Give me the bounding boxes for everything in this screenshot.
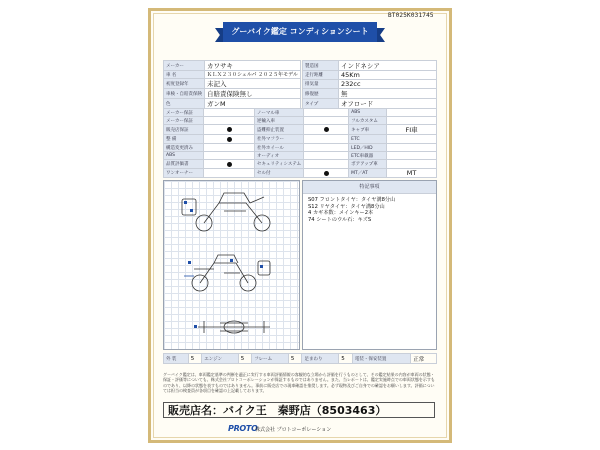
equipment-mark <box>304 135 349 144</box>
equipment-mark <box>204 125 255 135</box>
note-line: 4 カギ本数：メインキー2本 <box>308 210 374 216</box>
inspection-value: 自賠責保険無し <box>205 89 301 99</box>
registration-value: 未記入 <box>205 79 301 89</box>
score-label-frame: フレーム <box>252 354 289 364</box>
proto-logo: PROTO <box>228 424 258 433</box>
equipment-mark <box>304 117 349 125</box>
mileage-label: 走行距離 <box>303 71 339 80</box>
note-line: 74 シートのウル石：キズS <box>308 216 372 223</box>
type-label: タイプ <box>303 99 339 109</box>
equipment-row <box>164 125 437 135</box>
equipment-label: LED／HID <box>349 144 387 152</box>
vehicle-info-right <box>302 60 437 109</box>
equipment-mark <box>387 144 437 152</box>
equipment-label: ABS <box>164 152 204 160</box>
title-banner <box>215 22 385 47</box>
score-label-suspension: 足まわり <box>302 354 339 364</box>
condition-scores <box>163 353 437 364</box>
equipment-mark <box>204 160 255 169</box>
equipment-row <box>164 152 437 160</box>
equipment-label: ETC <box>349 135 387 144</box>
score-value-electrical: 正常 <box>411 354 437 364</box>
equipment-mark: MT <box>387 169 437 178</box>
equipment-label: ノーマル車 <box>255 109 304 117</box>
equipment-label: 整 備 <box>164 135 204 144</box>
equipment-row <box>164 144 437 152</box>
equipment-label: メーカー保証 <box>164 117 204 125</box>
equipment-mark <box>304 169 349 178</box>
equipment-mark <box>387 152 437 160</box>
note-line: S07 フロントタイヤ：タイヤ溝8分山 <box>308 197 396 203</box>
equipment-label: 販売店保証 <box>164 125 204 135</box>
equipment-label: セル付 <box>255 169 304 178</box>
equipment-table <box>163 108 437 178</box>
repair-history-label: 修復歴 <box>303 89 339 99</box>
equipment-label: 盗難抑止装置 <box>255 125 304 135</box>
equipment-label: 構造変更済み <box>164 144 204 152</box>
equipment-mark <box>204 135 255 144</box>
equipment-mark <box>387 160 437 169</box>
equipment-mark <box>304 109 349 117</box>
repair-history-value: 無 <box>339 89 437 99</box>
equipment-label: ボアアップ車 <box>349 160 387 169</box>
damage-diagram <box>163 180 300 350</box>
score-label-electrical: 電装・保安装置 <box>352 354 410 364</box>
disclaimer-text: グーバイク鑑定は、車両鑑定基準の判断を適正に実行する車両評価情報の客観的な立場から評価を行うものとして、その鑑定結果の内容が車両の状態・保証・評価等についても、株式会社プロトコーポレーションが保証するものではありません。また、当レポートは、鑑定実施時点での車両状態を示すものであり、以降の状態を表すものではありません。事前に販売店での現車確認を推奨します。必ず現物及びご自身での確認をお願いします。評価については担当の検査員が各項目を確認の上記載しております。 <box>163 372 435 393</box>
equipment-label: セキュリティシステム <box>255 160 304 169</box>
score-label-exterior: 外 装 <box>164 354 189 364</box>
equipment-row <box>164 169 437 178</box>
score-value-frame: 5 <box>288 354 302 364</box>
equipment-mark <box>304 144 349 152</box>
equipment-mark <box>204 117 255 125</box>
note-line: S12 リヤタイヤ：タイヤ溝8分山 <box>308 203 385 210</box>
check-dot-icon <box>324 127 329 132</box>
equipment-mark <box>304 152 349 160</box>
equipment-mark <box>387 135 437 144</box>
score-value-exterior: 5 <box>188 354 202 364</box>
mileage-value: 45Km <box>339 71 437 80</box>
equipment-label: キャブ車 <box>349 125 387 135</box>
displacement-label: 排気量 <box>303 80 339 89</box>
equipment-row <box>164 160 437 169</box>
equipment-mark <box>204 152 255 160</box>
country-label: 製造国 <box>303 61 339 71</box>
shop-name: 販売店名：バイク王 秦野店（8503463） <box>163 402 435 418</box>
equipment-label: オーディオ <box>255 152 304 160</box>
equipment-mark <box>304 160 349 169</box>
check-dot-icon <box>227 162 232 167</box>
score-value-engine: 5 <box>238 354 252 364</box>
equipment-mark <box>204 169 255 178</box>
document-title: グーバイク鑑定 コンディションシート <box>223 22 377 42</box>
equipment-mark: FI車 <box>387 125 437 135</box>
color-label: 色 <box>164 99 205 109</box>
equipment-label: ABS <box>349 109 387 117</box>
registration-label: 初度登録年 <box>164 79 205 89</box>
equipment-label: メーカー保証 <box>164 109 204 117</box>
check-dot-icon <box>227 127 232 132</box>
displacement-value: 232cc <box>339 80 437 89</box>
equipment-label: 社外マフラー <box>255 135 304 144</box>
equipment-label: 逆輸入車 <box>255 117 304 125</box>
serial-number: BT025K031745 <box>388 12 434 19</box>
equipment-row <box>164 135 437 144</box>
equipment-label: 品質評価書 <box>164 160 204 169</box>
motorcycle-diagram-icon <box>164 181 301 351</box>
inspection-label: 車検・自賠責保険 <box>164 89 205 99</box>
equipment-row <box>164 109 437 117</box>
country-value: インドネシア <box>339 61 437 71</box>
vehicle-info-left <box>163 60 301 109</box>
model-value: ＫＬＸ２３０シェルパ ２０２５年モデル <box>205 71 301 79</box>
color-value: ガンM <box>205 99 301 109</box>
equipment-mark <box>204 144 255 152</box>
score-label-engine: エンジン <box>202 354 238 364</box>
equipment-label: フルカスタム <box>349 117 387 125</box>
equipment-label: MT／AT <box>349 169 387 178</box>
equipment-label: 社外ホイール <box>255 144 304 152</box>
equipment-row <box>164 117 437 125</box>
score-value-suspension: 5 <box>339 354 353 364</box>
notes-heading: 特記事項 <box>303 181 436 194</box>
equipment-label: ワンオーナー <box>164 169 204 178</box>
equipment-mark <box>387 109 437 117</box>
company-name: 株式会社 プロトコーポレーション <box>255 427 332 433</box>
check-dot-icon <box>324 171 329 176</box>
equipment-mark <box>304 125 349 135</box>
equipment-label: ETC車載器 <box>349 152 387 160</box>
model-label: 車 名 <box>164 71 205 79</box>
equipment-mark <box>204 109 255 117</box>
maker-value: カワサキ <box>205 61 301 71</box>
special-notes-panel <box>302 180 437 350</box>
maker-label: メーカー <box>164 61 205 71</box>
equipment-mark <box>387 117 437 125</box>
check-dot-icon <box>227 137 232 142</box>
type-value: オフロード <box>339 99 437 109</box>
